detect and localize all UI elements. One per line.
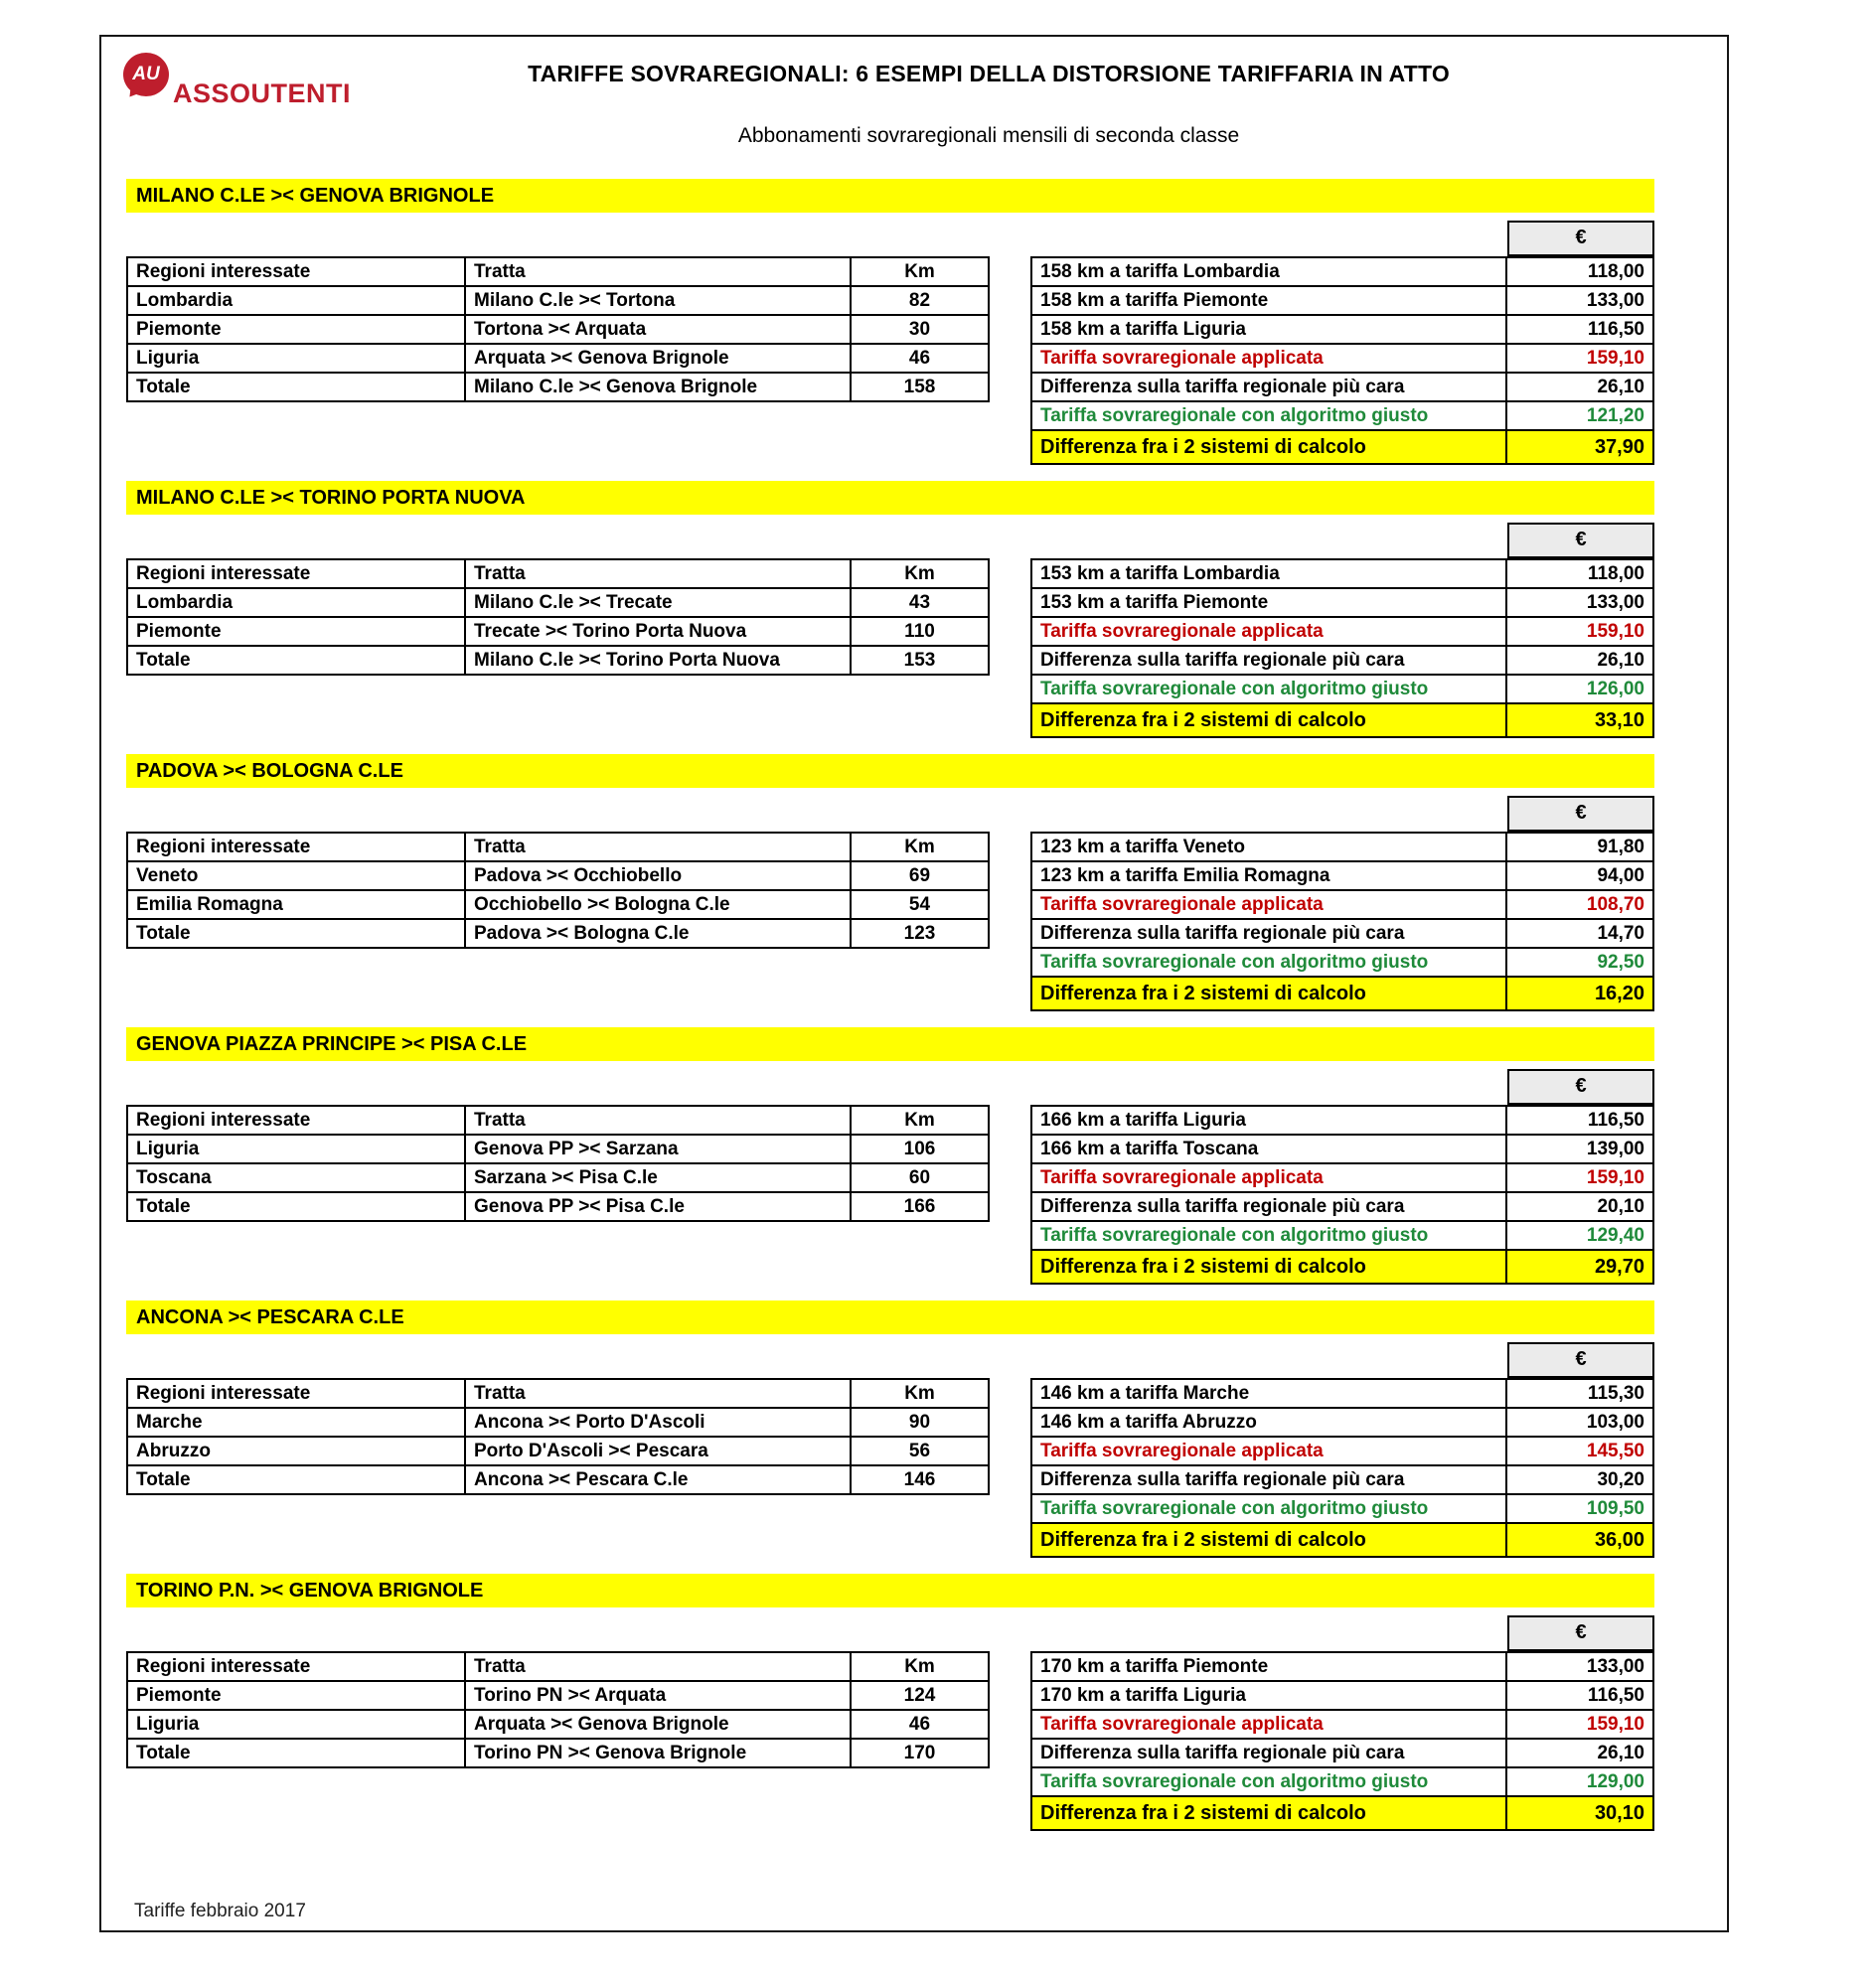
tariff-row: [1031, 286, 1653, 315]
tariff-value-cell: 26,10: [1506, 646, 1653, 675]
route-section: [126, 179, 1654, 465]
tariff-row: [1031, 559, 1653, 588]
tariff-label-cell: Differenza fra i 2 sistemi di calcolo: [1031, 977, 1506, 1010]
column-header: Tratta: [465, 1379, 851, 1408]
segment-row: [127, 315, 989, 344]
currency-header-row: [126, 1615, 1654, 1651]
tariff-value-cell: 37,90: [1506, 430, 1653, 464]
km-cell: 46: [851, 1710, 989, 1739]
km-cell: 30: [851, 315, 989, 344]
column-header: Km: [851, 1106, 989, 1135]
route-cell: Sarzana >< Pisa C.le: [465, 1163, 851, 1192]
route-title-bar: MILANO C.LE >< GENOVA BRIGNOLE: [126, 179, 1654, 213]
tariff-value-cell: 118,00: [1506, 559, 1653, 588]
segment-row: [127, 344, 989, 373]
tariff-value-cell: 26,10: [1506, 1739, 1653, 1767]
segment-row: [127, 890, 989, 919]
tariff-row: [1031, 1796, 1653, 1830]
section-tables: [126, 256, 1654, 465]
tariff-value-cell: 14,70: [1506, 919, 1653, 948]
tariff-value-cell: 129,40: [1506, 1221, 1653, 1250]
route-cell: Genova PP >< Pisa C.le: [465, 1192, 851, 1221]
tariff-row: [1031, 1523, 1653, 1557]
tariff-value-cell: 29,70: [1506, 1250, 1653, 1284]
region-cell: Totale: [127, 919, 465, 948]
tariff-row: [1031, 1710, 1653, 1739]
tariff-label-cell: Tariffa sovraregionale applicata: [1031, 890, 1506, 919]
km-cell: 56: [851, 1437, 989, 1465]
route-title-bar: MILANO C.LE >< TORINO PORTA NUOVA: [126, 481, 1654, 515]
km-cell: 106: [851, 1135, 989, 1163]
tariff-label-cell: Tariffa sovraregionale applicata: [1031, 617, 1506, 646]
tariff-label-cell: 153 km a tariffa Lombardia: [1031, 559, 1506, 588]
km-cell: 166: [851, 1192, 989, 1221]
currency-header: €: [1507, 1069, 1654, 1105]
tariff-label-cell: 158 km a tariffa Piemonte: [1031, 286, 1506, 315]
tariff-value-cell: 116,50: [1506, 1681, 1653, 1710]
tariff-row: [1031, 1681, 1653, 1710]
tariff-value-cell: 33,10: [1506, 703, 1653, 737]
region-cell: Totale: [127, 373, 465, 401]
km-cell: 69: [851, 861, 989, 890]
tariff-label-cell: 146 km a tariffa Marche: [1031, 1379, 1506, 1408]
tariff-table: [1030, 256, 1654, 465]
route-cell: Milano C.le >< Tortona: [465, 286, 851, 315]
column-header: Km: [851, 257, 989, 286]
km-cell: 60: [851, 1163, 989, 1192]
tariff-label-cell: Tariffa sovraregionale con algoritmo giusto: [1031, 1221, 1506, 1250]
footer-note: Tariffe febbraio 2017: [134, 1901, 306, 1921]
tariff-label-cell: 170 km a tariffa Piemonte: [1031, 1652, 1506, 1681]
tariff-row: [1031, 977, 1653, 1010]
tariff-value-cell: 92,50: [1506, 948, 1653, 977]
tariff-value-cell: 133,00: [1506, 1652, 1653, 1681]
tariff-label-cell: 158 km a tariffa Liguria: [1031, 315, 1506, 344]
tariff-label-cell: Differenza fra i 2 sistemi di calcolo: [1031, 430, 1506, 464]
tariff-value-cell: 118,00: [1506, 257, 1653, 286]
route-cell: Torino PN >< Genova Brignole: [465, 1739, 851, 1767]
segment-row: [127, 1739, 989, 1767]
segments-table: [126, 832, 990, 949]
tariff-value-cell: 126,00: [1506, 675, 1653, 703]
route-cell: Milano C.le >< Genova Brignole: [465, 373, 851, 401]
tariff-value-cell: 133,00: [1506, 286, 1653, 315]
route-cell: Milano C.le >< Torino Porta Nuova: [465, 646, 851, 675]
tariff-value-cell: 36,00: [1506, 1523, 1653, 1557]
km-cell: 54: [851, 890, 989, 919]
tariff-row: [1031, 1106, 1653, 1135]
page-subtitle: Abbonamenti sovraregionali mensili di seconda classe: [737, 124, 1240, 147]
page-header: [101, 37, 1727, 179]
segments-header-row: [127, 1652, 989, 1681]
tariff-row: [1031, 401, 1653, 430]
tariff-value-cell: 145,50: [1506, 1437, 1653, 1465]
region-cell: Lombardia: [127, 286, 465, 315]
tariff-value-cell: 116,50: [1506, 1106, 1653, 1135]
region-cell: Totale: [127, 1192, 465, 1221]
tariff-row: [1031, 675, 1653, 703]
column-header: Regioni interessate: [127, 833, 465, 861]
tariff-table: [1030, 1378, 1654, 1558]
km-cell: 46: [851, 344, 989, 373]
segments-header-row: [127, 833, 989, 861]
tariff-value-cell: 30,10: [1506, 1796, 1653, 1830]
tariff-row: [1031, 1437, 1653, 1465]
tariff-value-cell: 16,20: [1506, 977, 1653, 1010]
segments-table: [126, 1378, 990, 1495]
tariff-label-cell: Differenza fra i 2 sistemi di calcolo: [1031, 703, 1506, 737]
tariff-table: [1030, 1105, 1654, 1285]
region-cell: Toscana: [127, 1163, 465, 1192]
route-title-bar: ANCONA >< PESCARA C.LE: [126, 1300, 1654, 1334]
segment-row: [127, 1135, 989, 1163]
segment-row: [127, 919, 989, 948]
tariff-label-cell: Differenza fra i 2 sistemi di calcolo: [1031, 1250, 1506, 1284]
currency-header-row: [126, 796, 1654, 832]
tariff-row: [1031, 588, 1653, 617]
tariff-value-cell: 94,00: [1506, 861, 1653, 890]
route-section: [126, 481, 1654, 738]
km-cell: 110: [851, 617, 989, 646]
route-cell: Tortona >< Arquata: [465, 315, 851, 344]
column-header: Tratta: [465, 833, 851, 861]
tariff-row: [1031, 315, 1653, 344]
column-header: Regioni interessate: [127, 1106, 465, 1135]
logo-wordmark: ASSOUTENTI: [173, 78, 352, 108]
tariff-label-cell: 166 km a tariffa Liguria: [1031, 1106, 1506, 1135]
tariff-value-cell: 30,20: [1506, 1465, 1653, 1494]
region-cell: Totale: [127, 1465, 465, 1494]
column-header: Tratta: [465, 1652, 851, 1681]
tariff-label-cell: Differenza fra i 2 sistemi di calcolo: [1031, 1796, 1506, 1830]
tariff-label-cell: 158 km a tariffa Lombardia: [1031, 257, 1506, 286]
tariff-row: [1031, 1250, 1653, 1284]
region-cell: Emilia Romagna: [127, 890, 465, 919]
currency-header: €: [1507, 221, 1654, 256]
tariff-label-cell: Tariffa sovraregionale applicata: [1031, 344, 1506, 373]
section-tables: [126, 832, 1654, 1011]
segment-row: [127, 1681, 989, 1710]
tariff-row: [1031, 1494, 1653, 1523]
tariff-value-cell: 91,80: [1506, 833, 1653, 861]
route-title-bar: PADOVA >< BOLOGNA C.LE: [126, 754, 1654, 788]
region-cell: Piemonte: [127, 617, 465, 646]
tariff-row: [1031, 1465, 1653, 1494]
currency-header-row: [126, 523, 1654, 558]
section-tables: [126, 1651, 1654, 1831]
region-cell: Veneto: [127, 861, 465, 890]
tariff-value-cell: 159,10: [1506, 1163, 1653, 1192]
tariff-label-cell: Differenza fra i 2 sistemi di calcolo: [1031, 1523, 1506, 1557]
currency-header-row: [126, 1342, 1654, 1378]
document-page: [99, 35, 1729, 1932]
km-cell: 90: [851, 1408, 989, 1437]
tariff-label-cell: 153 km a tariffa Piemonte: [1031, 588, 1506, 617]
route-section: [126, 1574, 1654, 1831]
section-tables: [126, 1378, 1654, 1558]
tariff-value-cell: 109,50: [1506, 1494, 1653, 1523]
route-cell: Padova >< Bologna C.le: [465, 919, 851, 948]
tariff-label-cell: Tariffa sovraregionale con algoritmo giusto: [1031, 1494, 1506, 1523]
km-cell: 170: [851, 1739, 989, 1767]
region-cell: Liguria: [127, 344, 465, 373]
tariff-label-cell: Differenza sulla tariffa regionale più cara: [1031, 1465, 1506, 1494]
tariff-row: [1031, 919, 1653, 948]
tariff-label-cell: Tariffa sovraregionale con algoritmo giusto: [1031, 1767, 1506, 1796]
route-section: [126, 754, 1654, 1011]
column-header: Regioni interessate: [127, 1379, 465, 1408]
tariff-value-cell: 116,50: [1506, 315, 1653, 344]
tariff-label-cell: Tariffa sovraregionale con algoritmo giusto: [1031, 948, 1506, 977]
tariff-value-cell: 26,10: [1506, 373, 1653, 401]
column-header: Tratta: [465, 1106, 851, 1135]
tariff-value-cell: 103,00: [1506, 1408, 1653, 1437]
tariff-row: [1031, 617, 1653, 646]
sections: [101, 179, 1654, 1831]
currency-header-row: [126, 221, 1654, 256]
tariff-label-cell: Differenza sulla tariffa regionale più cara: [1031, 919, 1506, 948]
segments-header-row: [127, 257, 989, 286]
route-section: [126, 1300, 1654, 1558]
tariff-row: [1031, 1163, 1653, 1192]
segment-row: [127, 617, 989, 646]
currency-header: €: [1507, 796, 1654, 832]
tariff-row: [1031, 1192, 1653, 1221]
region-cell: Abruzzo: [127, 1437, 465, 1465]
tariff-label-cell: 166 km a tariffa Toscana: [1031, 1135, 1506, 1163]
route-title-bar: TORINO P.N. >< GENOVA BRIGNOLE: [126, 1574, 1654, 1607]
region-cell: Lombardia: [127, 588, 465, 617]
route-cell: Padova >< Occhiobello: [465, 861, 851, 890]
tariff-row: [1031, 257, 1653, 286]
km-cell: 123: [851, 919, 989, 948]
tariff-row: [1031, 344, 1653, 373]
tariff-row: [1031, 430, 1653, 464]
route-cell: Arquata >< Genova Brignole: [465, 344, 851, 373]
tariff-row: [1031, 703, 1653, 737]
tariff-row: [1031, 1767, 1653, 1796]
segments-header-row: [127, 1379, 989, 1408]
segment-row: [127, 588, 989, 617]
tariff-value-cell: 129,00: [1506, 1767, 1653, 1796]
route-section: [126, 1027, 1654, 1285]
column-header: Km: [851, 833, 989, 861]
tariff-table: [1030, 832, 1654, 1011]
tariff-label-cell: Differenza sulla tariffa regionale più cara: [1031, 646, 1506, 675]
route-title-bar: GENOVA PIAZZA PRINCIPE >< PISA C.LE: [126, 1027, 1654, 1061]
segments-table: [126, 558, 990, 676]
route-cell: Trecate >< Torino Porta Nuova: [465, 617, 851, 646]
segment-row: [127, 646, 989, 675]
segment-row: [127, 1437, 989, 1465]
segment-row: [127, 1163, 989, 1192]
column-header: Km: [851, 559, 989, 588]
region-cell: Liguria: [127, 1710, 465, 1739]
segment-row: [127, 1465, 989, 1494]
tariff-row: [1031, 373, 1653, 401]
currency-header: €: [1507, 523, 1654, 558]
column-header: Regioni interessate: [127, 1652, 465, 1681]
tariff-row: [1031, 1135, 1653, 1163]
tariff-value-cell: 115,30: [1506, 1379, 1653, 1408]
section-tables: [126, 558, 1654, 738]
region-cell: Piemonte: [127, 1681, 465, 1710]
segment-row: [127, 861, 989, 890]
tariff-label-cell: Tariffa sovraregionale con algoritmo giusto: [1031, 675, 1506, 703]
km-cell: 43: [851, 588, 989, 617]
region-cell: Liguria: [127, 1135, 465, 1163]
tariff-value-cell: 108,70: [1506, 890, 1653, 919]
route-cell: Milano C.le >< Trecate: [465, 588, 851, 617]
tariff-row: [1031, 1379, 1653, 1408]
currency-header: €: [1507, 1615, 1654, 1651]
column-header: Tratta: [465, 257, 851, 286]
tariff-value-cell: 121,20: [1506, 401, 1653, 430]
segment-row: [127, 286, 989, 315]
tariff-label-cell: Differenza sulla tariffa regionale più cara: [1031, 373, 1506, 401]
region-cell: Marche: [127, 1408, 465, 1437]
region-cell: Totale: [127, 1739, 465, 1767]
km-cell: 146: [851, 1465, 989, 1494]
km-cell: 153: [851, 646, 989, 675]
tariff-value-cell: 159,10: [1506, 344, 1653, 373]
tariff-row: [1031, 890, 1653, 919]
tariff-row: [1031, 1652, 1653, 1681]
segment-row: [127, 1192, 989, 1221]
tariff-table: [1030, 1651, 1654, 1831]
logo-badge-text: AU: [132, 64, 160, 84]
segments-header-row: [127, 559, 989, 588]
segments-header-row: [127, 1106, 989, 1135]
tariff-label-cell: Tariffa sovraregionale applicata: [1031, 1437, 1506, 1465]
segments-table: [126, 256, 990, 402]
currency-header-row: [126, 1069, 1654, 1105]
tariff-row: [1031, 948, 1653, 977]
route-cell: Torino PN >< Arquata: [465, 1681, 851, 1710]
tariff-label-cell: 123 km a tariffa Emilia Romagna: [1031, 861, 1506, 890]
tariff-row: [1031, 833, 1653, 861]
km-cell: 82: [851, 286, 989, 315]
tariff-row: [1031, 1739, 1653, 1767]
route-cell: Arquata >< Genova Brignole: [465, 1710, 851, 1739]
km-cell: 158: [851, 373, 989, 401]
column-header: Regioni interessate: [127, 559, 465, 588]
route-cell: Occhiobello >< Bologna C.le: [465, 890, 851, 919]
tariff-value-cell: 133,00: [1506, 588, 1653, 617]
route-cell: Ancona >< Porto D'Ascoli: [465, 1408, 851, 1437]
segments-table: [126, 1105, 990, 1222]
column-header: Km: [851, 1379, 989, 1408]
tariff-label-cell: 170 km a tariffa Liguria: [1031, 1681, 1506, 1710]
tariff-label-cell: Tariffa sovraregionale con algoritmo giusto: [1031, 401, 1506, 430]
segment-row: [127, 1710, 989, 1739]
region-cell: Piemonte: [127, 315, 465, 344]
tariff-row: [1031, 1408, 1653, 1437]
segment-row: [127, 373, 989, 401]
tariff-label-cell: Differenza sulla tariffa regionale più cara: [1031, 1739, 1506, 1767]
column-header: Regioni interessate: [127, 257, 465, 286]
currency-header: €: [1507, 1342, 1654, 1378]
tariff-value-cell: 20,10: [1506, 1192, 1653, 1221]
km-cell: 124: [851, 1681, 989, 1710]
segment-row: [127, 1408, 989, 1437]
tariff-row: [1031, 646, 1653, 675]
tariff-table: [1030, 558, 1654, 738]
route-cell: Ancona >< Pescara C.le: [465, 1465, 851, 1494]
tariff-value-cell: 139,00: [1506, 1135, 1653, 1163]
tariff-label-cell: 146 km a tariffa Abruzzo: [1031, 1408, 1506, 1437]
section-tables: [126, 1105, 1654, 1285]
tariff-label-cell: 123 km a tariffa Veneto: [1031, 833, 1506, 861]
tariff-value-cell: 159,10: [1506, 617, 1653, 646]
tariff-row: [1031, 861, 1653, 890]
route-cell: Genova PP >< Sarzana: [465, 1135, 851, 1163]
tariff-value-cell: 159,10: [1506, 1710, 1653, 1739]
column-header: Tratta: [465, 559, 851, 588]
tariff-label-cell: Tariffa sovraregionale applicata: [1031, 1163, 1506, 1192]
column-header: Km: [851, 1652, 989, 1681]
tariff-label-cell: Differenza sulla tariffa regionale più cara: [1031, 1192, 1506, 1221]
region-cell: Totale: [127, 646, 465, 675]
segments-table: [126, 1651, 990, 1768]
tariff-label-cell: Tariffa sovraregionale applicata: [1031, 1710, 1506, 1739]
tariff-row: [1031, 1221, 1653, 1250]
route-cell: Porto D'Ascoli >< Pescara: [465, 1437, 851, 1465]
page-title: TARIFFE SOVRAREGIONALI: 6 ESEMPI DELLA DISTORSIONE TARIFFARIA IN ATTO: [528, 61, 1450, 86]
